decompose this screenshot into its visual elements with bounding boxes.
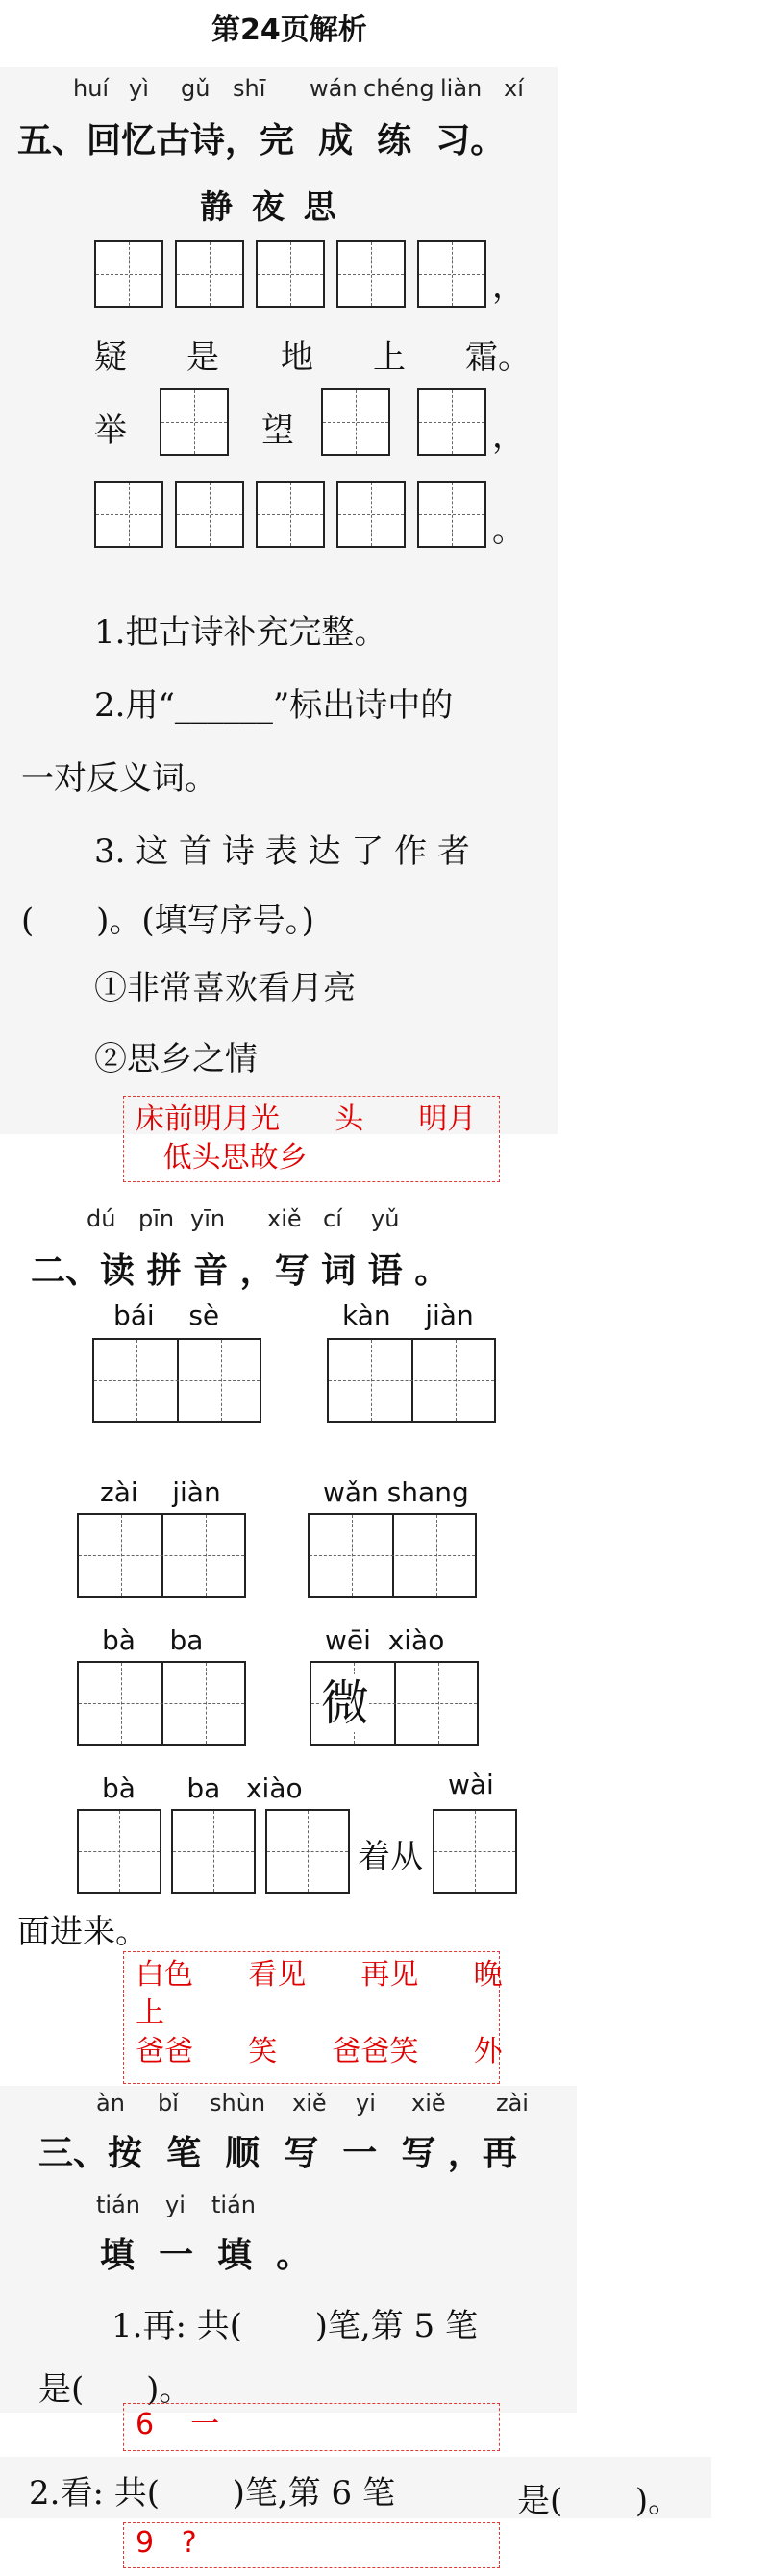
word-box-zai-jian[interactable]	[77, 1513, 246, 1598]
question-1: 1.把古诗补充完整。	[94, 613, 387, 652]
question-3-line2: ( )。(填写序号。)	[21, 902, 314, 940]
section5-heading: 五、回忆古诗，完 成 练 习。	[17, 120, 506, 161]
question-2-line2: 一对反义词。	[21, 759, 217, 798]
section3-heading2: 填 一 填 。	[100, 2236, 311, 2275]
sentence-box-wai[interactable]	[433, 1809, 517, 1894]
pinyin-kan-jian: kàn jiàn	[342, 1300, 474, 1331]
pinyin-bai-se: bái sè	[113, 1300, 220, 1331]
poem-line1-box3[interactable]	[256, 240, 325, 308]
pinyin-ba-ba-xiao: bà ba xiào	[102, 1772, 303, 1804]
word-box-wei-xiao[interactable]	[310, 1661, 479, 1746]
pinyin-wai: wài	[448, 1769, 494, 1800]
section3-heading: 三、按 笔 顺 写 一 写 ，再	[38, 2134, 517, 2173]
question-2-line1: 2.用“______”标出诗中的	[94, 686, 454, 725]
page-title: 第24页解析	[211, 13, 367, 47]
poem-line1-box1[interactable]	[94, 240, 163, 308]
poem-line1-box5[interactable]	[417, 240, 486, 308]
poem-line4-box4[interactable]	[336, 481, 406, 548]
pinyin-ba-ba: bà ba	[102, 1624, 204, 1656]
sentence-box-2[interactable]	[171, 1809, 256, 1894]
option-2: ②思乡之情	[94, 1040, 258, 1078]
pinyin-wan-shang: wǎn shang	[323, 1476, 469, 1508]
word-box-ba-ba[interactable]	[77, 1661, 246, 1746]
poem-line3-box1[interactable]	[160, 388, 229, 456]
poem-line3-box2[interactable]	[321, 388, 390, 456]
option-1: ①非常喜欢看月亮	[94, 969, 356, 1007]
answer-box-stroke-2: 9 ?	[123, 2522, 500, 2568]
sentence-box-1[interactable]	[77, 1809, 161, 1894]
poem-line1-comma: ，	[492, 267, 525, 306]
answer-box-section5: 床前明月光 头 明月 低头思故乡	[123, 1096, 500, 1182]
poem-line4-period: 。	[492, 511, 525, 550]
given-char-wei: 微	[321, 1675, 369, 1731]
section2-heading: 二、读 拼 音 ，写 词 语 。	[31, 1251, 450, 1291]
poem-line3-ju: 举	[94, 411, 127, 450]
stroke-question-1-line2: 是( )。	[38, 2370, 192, 2409]
poem-line4-box1[interactable]	[94, 481, 163, 548]
poem-line3-wang: 望	[261, 411, 294, 450]
sentence-box-3[interactable]	[265, 1809, 350, 1894]
pinyin-zai-jian: zài jiàn	[100, 1476, 221, 1508]
word-box-bai-se[interactable]	[92, 1338, 261, 1423]
poem-title: 静 夜 思	[200, 188, 340, 227]
poem-line4-box3[interactable]	[256, 481, 325, 548]
stroke-question-2-line1: 2.看: 共( )笔,第 6 笔	[29, 2474, 395, 2513]
word-box-kan-jian[interactable]	[327, 1338, 496, 1423]
sentence-tail: 面进来。	[17, 1913, 148, 1951]
word-box-wan-shang[interactable]	[308, 1513, 477, 1598]
stroke-question-2-line2: 是( )。	[517, 2482, 682, 2520]
poem-line1-box4[interactable]	[336, 240, 406, 308]
poem-line4-box2[interactable]	[175, 481, 244, 548]
poem-line3-comma: ，	[492, 417, 525, 456]
poem-line1-box2[interactable]	[175, 240, 244, 308]
answer-box-section2: 白色 看见 再见 晚 上 爸爸 笑 爸爸笑 外	[123, 1951, 500, 2084]
poem-line4-box5[interactable]	[417, 481, 486, 548]
zhe-cong-text: 着从	[358, 1838, 423, 1876]
question-3-line1: 3. 这 首 诗 表 达 了 作 者	[94, 832, 470, 871]
answer-box-stroke-1: 6 一	[123, 2403, 500, 2451]
stroke-question-1-line1: 1.再: 共( )笔,第 5 笔	[112, 2307, 478, 2345]
poem-line3-box3[interactable]	[417, 388, 486, 456]
pinyin-wei-xiao: wēi xiào	[325, 1624, 445, 1656]
